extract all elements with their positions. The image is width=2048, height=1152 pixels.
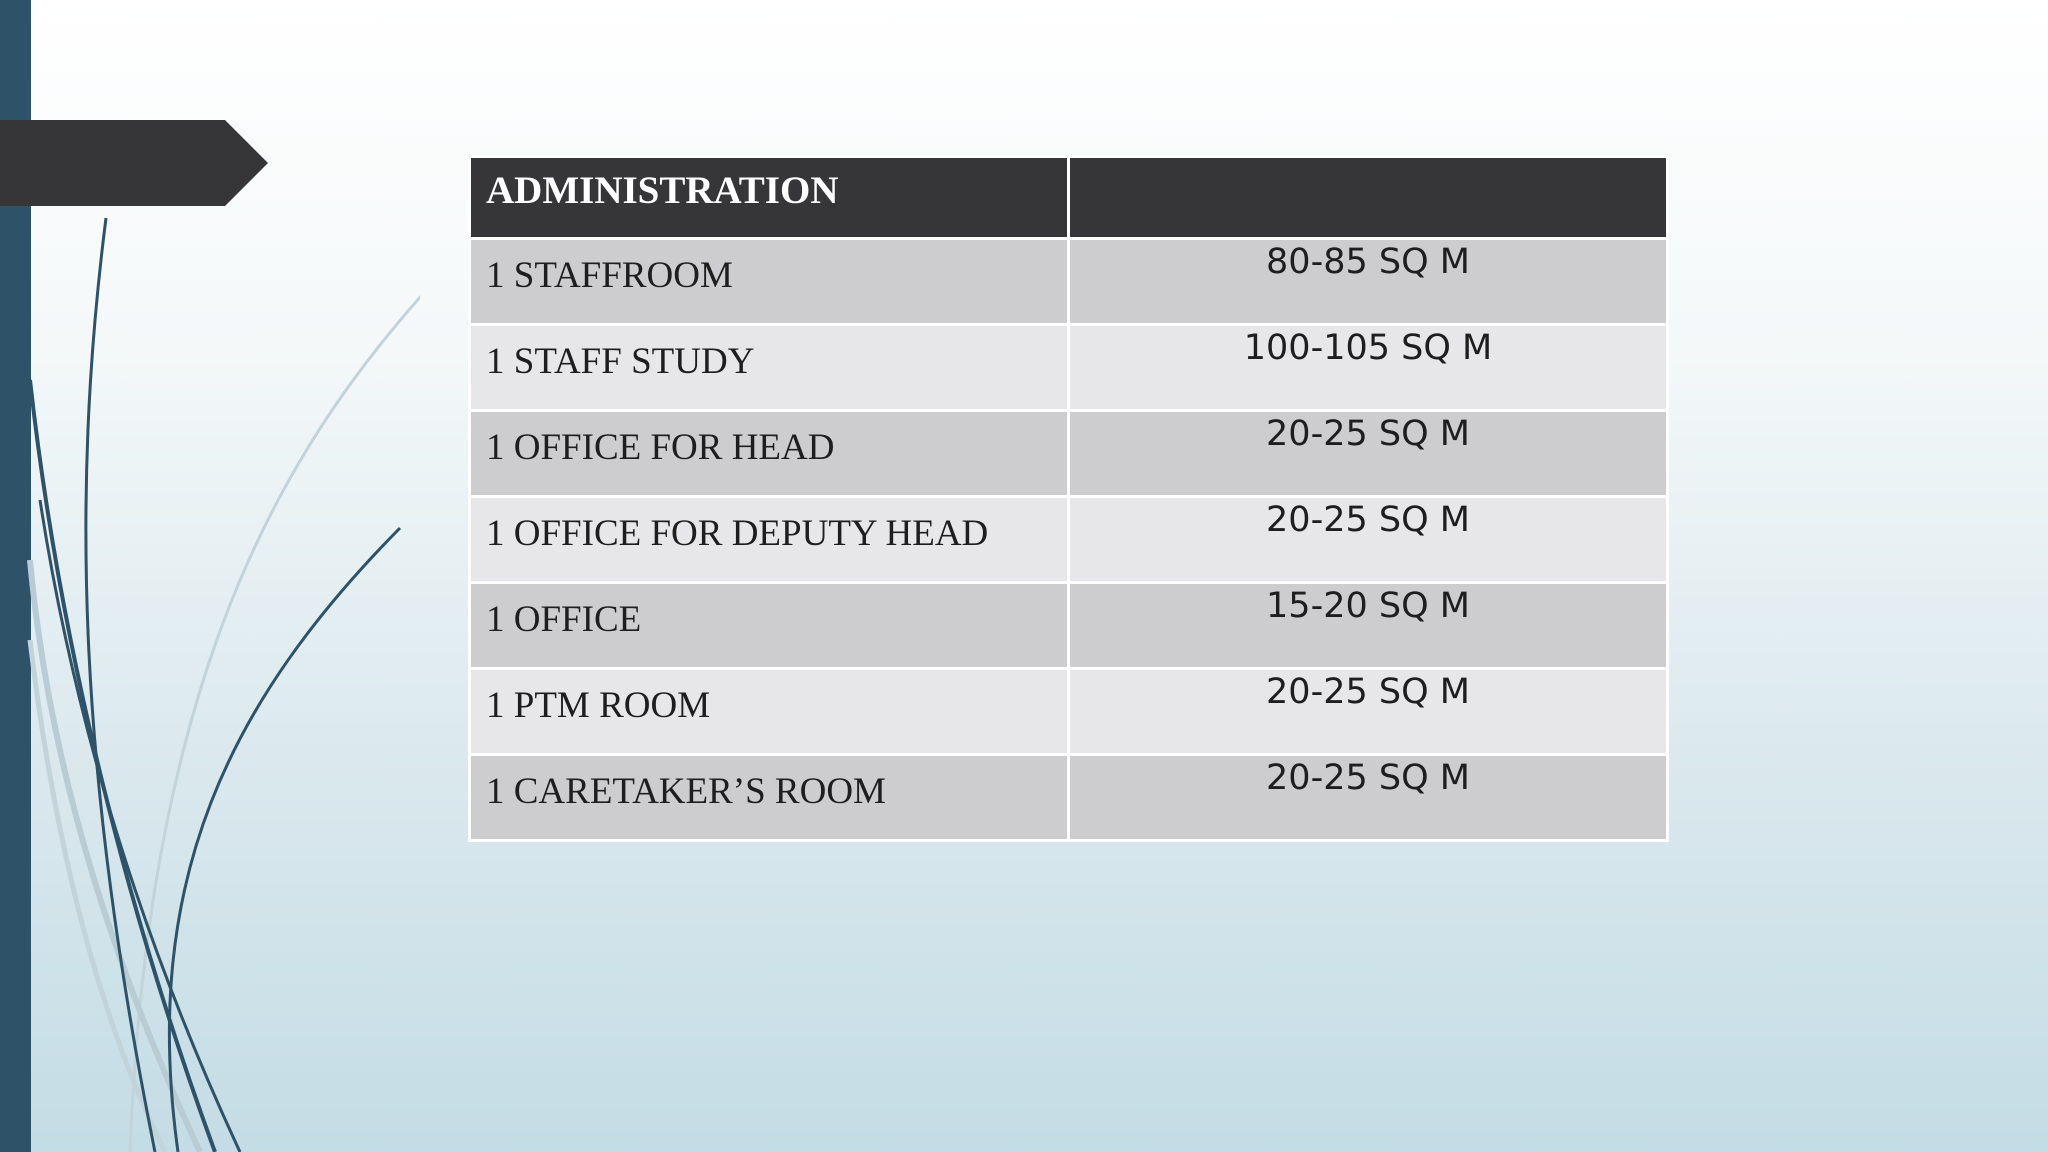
swoosh-light-1	[130, 245, 420, 1152]
room-area: 20-25 SQ M	[1069, 669, 1668, 755]
swoosh-dark-2	[30, 380, 215, 1152]
room-area: 100-105 SQ M	[1069, 325, 1668, 411]
table-header-row	[470, 157, 1668, 239]
room-name: 1 OFFICE FOR DEPUTY HEAD	[470, 497, 1069, 583]
swoosh-dark-3	[169, 528, 400, 1152]
title-arrow-shape	[0, 0, 280, 220]
table-row	[470, 755, 1668, 841]
swoosh-dark-1	[86, 218, 155, 1152]
room-area: 20-25 SQ M	[1069, 755, 1668, 841]
table-row	[470, 325, 1668, 411]
room-name: 1 STAFF STUDY	[470, 325, 1069, 411]
header-administration: ADMINISTRATION	[470, 157, 1069, 239]
swoosh-dark-4	[40, 500, 240, 1152]
room-area: 15-20 SQ M	[1069, 583, 1668, 669]
swoosh-light-2	[30, 560, 200, 1152]
room-name: 1 OFFICE	[470, 583, 1069, 669]
table-row	[470, 239, 1668, 325]
table-row	[470, 497, 1668, 583]
room-name: 1 STAFFROOM	[470, 239, 1069, 325]
room-name: 1 CARETAKER’S ROOM	[470, 755, 1069, 841]
table-row	[470, 583, 1668, 669]
room-name: 1 PTM ROOM	[470, 669, 1069, 755]
table-row	[470, 411, 1668, 497]
room-name: 1 OFFICE FOR HEAD	[470, 411, 1069, 497]
room-area: 20-25 SQ M	[1069, 411, 1668, 497]
administration-table	[468, 155, 1666, 842]
header-area	[1069, 157, 1668, 239]
table-row	[470, 669, 1668, 755]
room-area: 80-85 SQ M	[1069, 239, 1668, 325]
room-area: 20-25 SQ M	[1069, 497, 1668, 583]
